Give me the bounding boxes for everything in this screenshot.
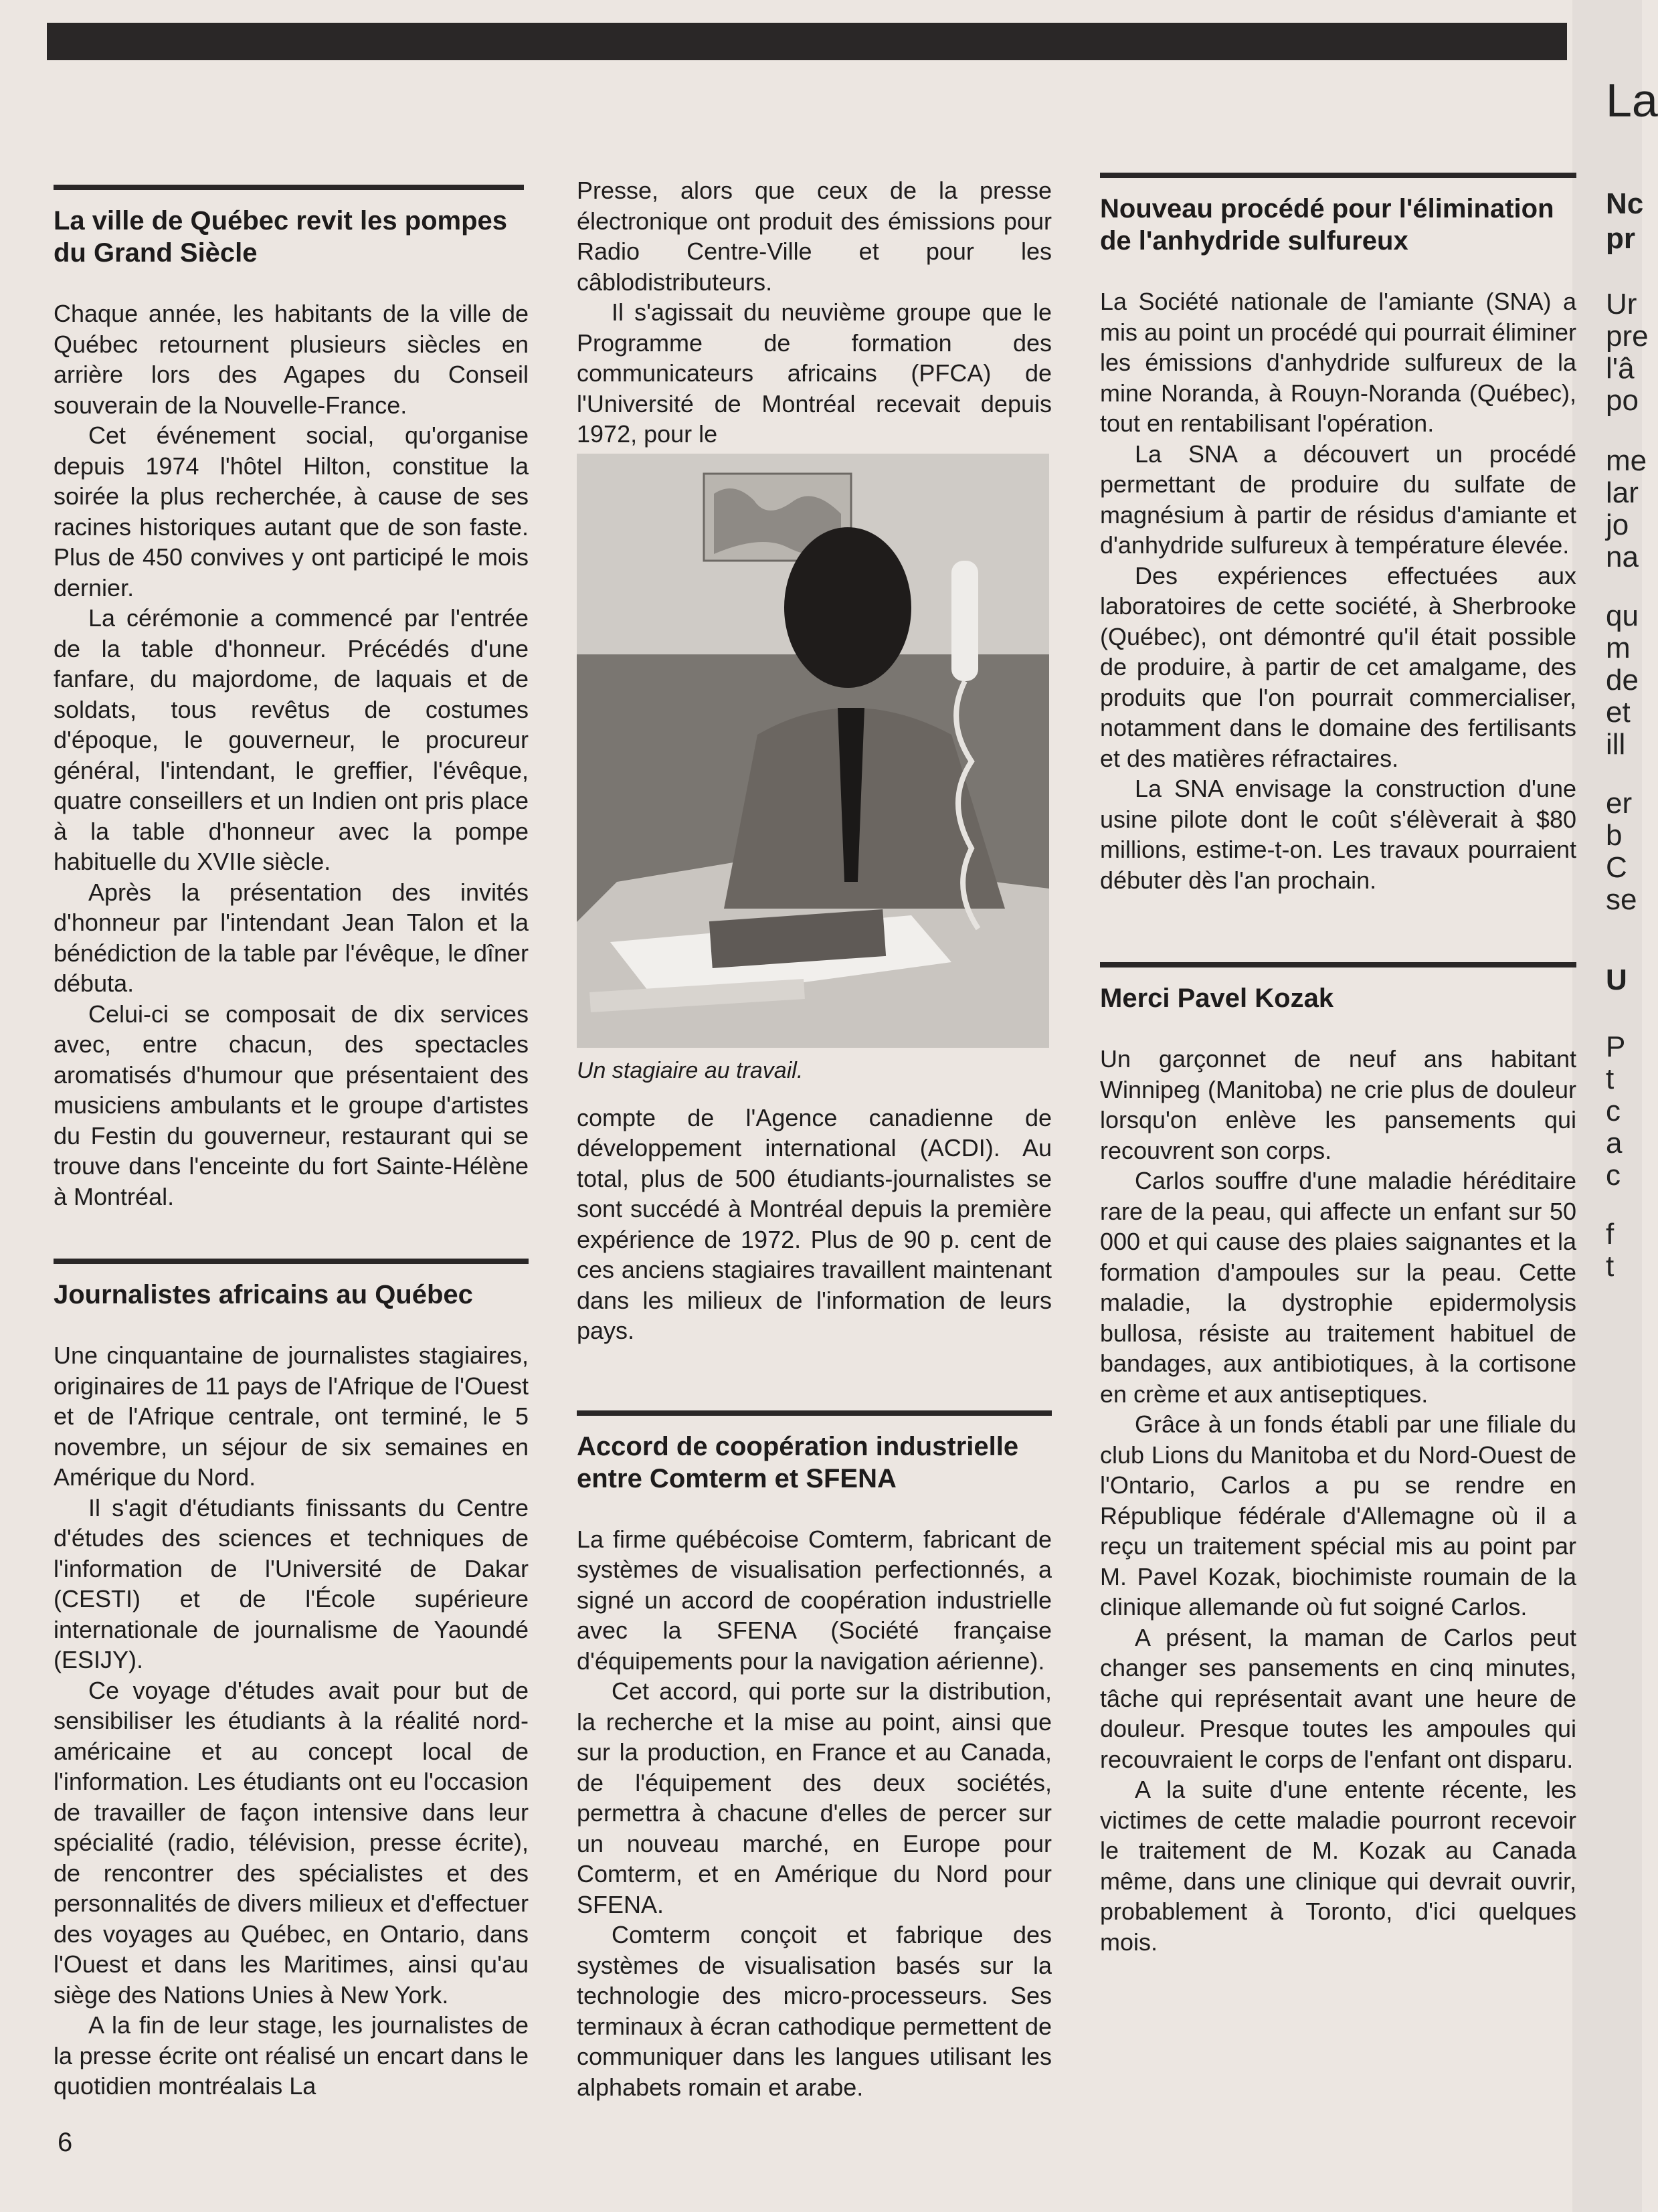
adjacent-page-fragment: me: [1606, 444, 1647, 477]
adjacent-page-fragment: U: [1606, 963, 1627, 996]
article-rule: [1100, 962, 1576, 967]
adjacent-page-fragment: po: [1606, 384, 1639, 417]
paragraph: Grâce à un fonds établi par une filiale du club Lions du Manitoba et du Nord-Ouest de l'Ontario, Carlos a pu se rendre en République fédérale d'Allemagne où il a reçu un traitement spécial mis au point par M. Pavel Kozak, biochimiste roumain de la clinique allemande où fut soigné Carlos.: [1100, 1410, 1576, 1621]
article-comterm: [577, 1410, 1052, 2103]
adjacent-page-fragment: pr: [1606, 222, 1635, 255]
adjacent-page-fragment: ill: [1606, 728, 1626, 761]
adjacent-page-fragment: a: [1606, 1127, 1623, 1160]
article-rule: [54, 1259, 529, 1264]
article-title: Journalistes africains au Québec: [54, 1280, 473, 1309]
adjacent-page-fragment: Ur: [1606, 288, 1637, 320]
paragraph: Il s'agissait du neuvième groupe que le Programme de formation des communicateurs africains (PFCA) de l'Université de Montréal recevait depuis 1972, pour le: [577, 298, 1052, 448]
article-rule: [1100, 173, 1576, 178]
adjacent-page-fragment: t: [1606, 1063, 1615, 1095]
adjacent-page-fragment: er: [1606, 787, 1633, 820]
paragraph: Après la présentation des invités d'honneur par l'intendant Jean Talon et la bénédiction de la table par l'évêque, le dîner débuta.: [54, 878, 529, 997]
paragraph: Comterm conçoit et fabrique des systèmes de visualisation basés sur la technologie des micro-processeurs. Ses terminaux à écran cathodique permettent de communiquer dans les langues utilisant les alphabets romain et arabe.: [577, 1921, 1052, 2101]
column-2: [577, 175, 1052, 2102]
article-kozak: [1100, 962, 1576, 1957]
page-number: 6: [58, 2128, 73, 2157]
article-title: Merci Pavel Kozak: [1100, 984, 1334, 1013]
adjacent-page-fragment: se: [1606, 883, 1637, 916]
adjacent-page-fragment: qu: [1606, 600, 1639, 632]
adjacent-page-fragment: b: [1606, 819, 1623, 852]
paragraph: La cérémonie a commencé par l'entrée de la table d'honneur. Précédés d'une fanfare, du majordome, de laquais et de soldats, tous revêtus de costumes d'époque, le gouverneur, le procureur général, l'intendant, le greffier, l'évêque, quatre conseillers et un Indien ont pris place à la table d'honneur avec la pompe habituelle du XVIIe siècle.: [54, 604, 529, 875]
paragraph: Chaque année, les habitants de la ville de Québec retournent plusieurs siècles en arrière lors des Agapes du Conseil souverain de la Nouvelle-France.: [54, 300, 529, 419]
paragraph: Cet événement social, qu'organise depuis 1974 l'hôtel Hilton, constitue la soirée la plus recherchée, à cause de ses racines historiques autant que de son faste. Plus de 450 convives y ont participé le mois dernier.: [54, 422, 529, 602]
paragraph: Carlos souffre d'une maladie héréditaire rare de la peau, qui affecte un enfant sur 50 000 et qui cause des plaies saignantes et la formation d'ampoules sur la peau. Cette maladie, la dystrophie epidermolysis bullosa, résiste au traitement habituel de bandages, aux antibiotiques, à la cortisone en crème et aux antiseptiques.: [1100, 1167, 1576, 1408]
adjacent-page-fragment: pre: [1606, 320, 1649, 353]
paragraph: Il s'agit d'étudiants finissants du Centre d'études des sciences et techniques de l'information de l'Université de Dakar (CESTI) et de l'École supérieure internationale de journalisme de Yaoundé (ESIJY).: [54, 1493, 529, 1673]
paragraph: La Société nationale de l'amiante (SNA) a mis au point un procédé qui pourrait éliminer les émissions d'anhydride sulfureux de la mine Noranda, à Rouyn-Noranda (Québec), tout en rentabilisant l'opération.: [1100, 288, 1576, 437]
article-sna: [1100, 173, 1576, 895]
paragraph: La SNA a découvert un procédé permettant de produire du sulfate de magnésium à partir de résidus d'amiante et d'anhydride sulfureux à température élevée.: [1100, 440, 1576, 559]
paragraph: Des expériences effectuées aux laboratoires de cette société, à Sherbrooke (Québec), ont démontré qu'il était possible de produire, à partir de cet amalgame, des produits que l'on pourrait commercialiser, notamment dans le domaine des fertilisants et des matières réfractaires.: [1100, 561, 1576, 772]
paragraph: Presse, alors que ceux de la presse électronique ont produit des émissions pour Radio Centre-Ville et pour les câblodistributeurs.: [577, 177, 1052, 296]
paragraph: A la suite d'une entente récente, les victimes de cette maladie pourront recevoir le traitement de M. Kozak au Canada même, dans une clinique qui devrait ouvrir, probablement à Toronto, d'ici quelques mois.: [1100, 1776, 1576, 1956]
paragraph: Une cinquantaine de journalistes stagiaires, originaires de 11 pays de l'Afrique de l'Ouest et de l'Afrique centrale, ont terminé, le 5 novembre, un séjour de six semaines en Amérique du Nord.: [54, 1342, 529, 1491]
adjacent-page-fragment: f: [1606, 1218, 1615, 1251]
adjacent-page-fragment: de: [1606, 664, 1639, 697]
paragraph: Celui-ci se composait de dix services avec, entre chacun, des spectacles aromatisés d'humour que présentaient des musiciens ambulants et le groupe d'artistes du Festin du gouverneur, restaurant qui se trouve dans l'enceinte du fort Sainte-Hélène à Montréal.: [54, 1000, 529, 1210]
article-rule: [577, 1410, 1052, 1416]
adjacent-page-fragment: La: [1606, 74, 1658, 126]
adjacent-page-fragment: l'â: [1606, 352, 1635, 385]
adjacent-page-fragment: m: [1606, 632, 1631, 664]
article-rule: [54, 185, 524, 190]
adjacent-page-fragment: lar: [1606, 476, 1639, 509]
paragraph: Ce voyage d'études avait pour but de sensibiliser les étudiants à la réalité nord-américaine et au concept local de l'information. Les étudiants ont eu l'occasion de travailler de façon intensive dans leur spécialité (radio, télévision, presse écrite), de rencontrer des spécialistes et des personnalités de divers milieux et d'effectuer des voyages au Québec, en Ontario, dans l'Ouest et dans les Maritimes, ainsi qu'au siège des Nations Unies à New York.: [54, 1676, 529, 2009]
paragraph: La firme québécoise Comterm, fabricant de systèmes de visualisation perfectionnés, a signé un accord de coopération industrielle avec la SFENA (Société française d'équipements pour la navigation aérienne).: [577, 1525, 1052, 1675]
adjacent-page-fragment: et: [1606, 696, 1631, 729]
article-title: La ville de Québec revit les pompes du Grand Siècle: [54, 206, 508, 268]
adjacent-page-fragment: na: [1606, 541, 1639, 573]
photo-caption: Un stagiaire au travail.: [577, 1057, 804, 1083]
paragraph: Cet accord, qui porte sur la distribution, la recherche et la mise au point, ainsi que sur la production, en France et au Canada, de l'équipement des deux sociétés, permettra à chacune d'elles de percer sur un nouveau marché, en Europe pour Comterm, et en Amérique du Nord pour SFENA.: [577, 1677, 1052, 1918]
adjacent-page-fragment: c: [1606, 1095, 1621, 1127]
top-rule-bar: [47, 23, 1567, 60]
adjacent-page-fragment: jo: [1606, 509, 1629, 541]
article-title: Accord de coopération industrielle entre Comterm et SFENA: [577, 1431, 1019, 1493]
article-title: Nouveau procédé pour l'élimination de l'anhydride sulfureux: [1100, 194, 1554, 256]
adjacent-page-fragment: c: [1606, 1159, 1621, 1192]
paragraph: A la fin de leur stage, les journalistes de la presse écrite ont réalisé un encart dans le quotidien montréalais La: [54, 2011, 529, 2100]
photo-trainee-on-phone: [577, 454, 1049, 1048]
article-journalists: [54, 1259, 529, 2102]
adjacent-page-fragment: Nc: [1606, 187, 1644, 220]
column-3: [1100, 173, 1576, 1957]
article-quebec: [54, 185, 529, 1212]
adjacent-page-fragment: P: [1606, 1030, 1626, 1063]
paragraph: Un garçonnet de neuf ans habitant Winnipeg (Manitoba) ne crie plus de douleur lorsqu'on enlève les pansements qui recouvrent son corps.: [1100, 1045, 1576, 1164]
adjacent-page-fragment: C: [1606, 851, 1627, 884]
paragraph: A présent, la maman de Carlos peut changer ses pansements en cinq minutes, tâche qui représentait avant une heure de douleur. Presque toutes les ampoules qui recouvraient le corps de l'enfant ont disparu.: [1100, 1623, 1576, 1773]
paragraph: La SNA envisage la construction d'une usine pilote dont le coût s'élèverait à $80 millions, estime-t-on. Les travaux pourraient débuter dès l'an prochain.: [1100, 775, 1576, 894]
column-1: [54, 185, 529, 2102]
adjacent-page-fragment: t: [1606, 1250, 1615, 1283]
paragraph: compte de l'Agence canadienne de développement international (ACDI). Au total, plus de 500 étudiants-journalistes se sont succédé à Montréal depuis la première expérience de 1972. Plus de 90 p. cent de ces anciens stagiaires travaillent maintenant dans les milieux de l'information de leurs pays.: [577, 1103, 1052, 1344]
